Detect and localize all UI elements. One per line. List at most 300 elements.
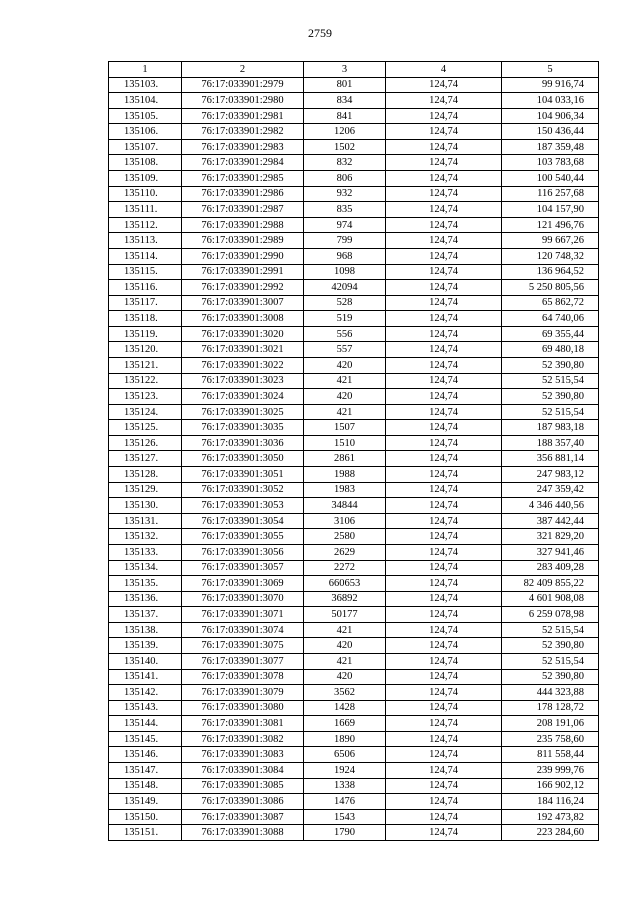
cadastral-number: 76:17:033901:3074 [182,622,304,638]
row-number: 135147. [109,763,182,779]
area-value: 968 [304,248,386,264]
cadastral-number: 76:17:033901:3054 [182,513,304,529]
area-value: 421 [304,373,386,389]
amount-value: 444 323,88 [502,685,599,701]
cadastral-number: 76:17:033901:3077 [182,653,304,669]
cadastral-number: 76:17:033901:2990 [182,248,304,264]
table-row [109,404,599,420]
rate-value: 124,74 [386,342,502,358]
rate-value: 124,74 [386,420,502,436]
column-header: 5 [502,62,599,78]
page-number: 2759 [308,26,332,40]
table-row [109,342,599,358]
row-number: 135137. [109,607,182,623]
cadastral-number: 76:17:033901:3021 [182,342,304,358]
table-row [109,451,599,467]
area-value: 1669 [304,716,386,732]
area-value: 1476 [304,794,386,810]
rate-value: 124,74 [386,373,502,389]
area-value: 1510 [304,435,386,451]
table-row [109,747,599,763]
area-value: 2629 [304,544,386,560]
cadastral-number: 76:17:033901:3052 [182,482,304,498]
table-row [109,638,599,654]
cadastral-number: 76:17:033901:2991 [182,264,304,280]
row-number: 135149. [109,794,182,810]
table-row [109,420,599,436]
amount-value: 82 409 855,22 [502,576,599,592]
amount-value: 321 829,20 [502,529,599,545]
amount-value: 52 390,80 [502,638,599,654]
area-value: 1507 [304,420,386,436]
rate-value: 124,74 [386,124,502,140]
cadastral-number: 76:17:033901:3020 [182,326,304,342]
amount-value: 188 357,40 [502,435,599,451]
amount-value: 52 390,80 [502,389,599,405]
table-row [109,778,599,794]
rate-value: 124,74 [386,622,502,638]
cadastral-number: 76:17:033901:2985 [182,171,304,187]
amount-value: 52 515,54 [502,404,599,420]
rate-value: 124,74 [386,326,502,342]
table-row [109,77,599,93]
area-value: 841 [304,108,386,124]
rate-value: 124,74 [386,357,502,373]
row-number: 135119. [109,326,182,342]
rate-value: 124,74 [386,591,502,607]
amount-value: 5 250 805,56 [502,280,599,296]
area-value: 34844 [304,498,386,514]
amount-value: 69 355,44 [502,326,599,342]
rate-value: 124,74 [386,544,502,560]
row-number: 135133. [109,544,182,560]
rate-value: 124,74 [386,295,502,311]
rate-value: 124,74 [386,498,502,514]
amount-value: 100 540,44 [502,171,599,187]
rate-value: 124,74 [386,389,502,405]
row-number: 135109. [109,171,182,187]
area-value: 1924 [304,763,386,779]
area-value: 1890 [304,731,386,747]
amount-value: 235 758,60 [502,731,599,747]
amount-value: 116 257,68 [502,186,599,202]
rate-value: 124,74 [386,560,502,576]
amount-value: 166 902,12 [502,778,599,794]
amount-value: 811 558,44 [502,747,599,763]
cadastral-number: 76:17:033901:2984 [182,155,304,171]
row-number: 135150. [109,809,182,825]
table-row [109,108,599,124]
table-row [109,93,599,109]
amount-value: 192 473,82 [502,809,599,825]
rate-value: 124,74 [386,716,502,732]
rate-value: 124,74 [386,404,502,420]
rate-value: 124,74 [386,778,502,794]
row-number: 135140. [109,653,182,669]
rate-value: 124,74 [386,747,502,763]
area-value: 421 [304,653,386,669]
table-row [109,576,599,592]
row-number: 135143. [109,700,182,716]
row-number: 135138. [109,622,182,638]
row-number: 135129. [109,482,182,498]
table-row [109,373,599,389]
amount-value: 64 740,06 [502,311,599,327]
cadastral-number: 76:17:033901:3008 [182,311,304,327]
rate-value: 124,74 [386,311,502,327]
table-row [109,544,599,560]
rate-value: 124,74 [386,139,502,155]
amount-value: 52 515,54 [502,653,599,669]
cadastral-number: 76:17:033901:2992 [182,280,304,296]
area-value: 974 [304,217,386,233]
table-row [109,139,599,155]
rate-value: 124,74 [386,685,502,701]
cadastral-number: 76:17:033901:3082 [182,731,304,747]
row-number: 135136. [109,591,182,607]
row-number: 135113. [109,233,182,249]
area-value: 3106 [304,513,386,529]
row-number: 135130. [109,498,182,514]
row-number: 135127. [109,451,182,467]
rate-value: 124,74 [386,108,502,124]
rate-value: 124,74 [386,171,502,187]
cadastral-number: 76:17:033901:3022 [182,357,304,373]
table-row [109,233,599,249]
row-number: 135121. [109,357,182,373]
row-number: 135139. [109,638,182,654]
rate-value: 124,74 [386,155,502,171]
row-number: 135142. [109,685,182,701]
table-row [109,716,599,732]
row-number: 135111. [109,202,182,218]
cadastral-number: 76:17:033901:3036 [182,435,304,451]
table-row [109,435,599,451]
row-number: 135112. [109,217,182,233]
amount-value: 387 442,44 [502,513,599,529]
table-row [109,731,599,747]
amount-value: 52 390,80 [502,357,599,373]
row-number: 135120. [109,342,182,358]
column-header: 1 [109,62,182,78]
area-value: 519 [304,311,386,327]
table-row [109,248,599,264]
table-row [109,155,599,171]
area-value: 1983 [304,482,386,498]
rate-value: 124,74 [386,607,502,623]
row-number: 135103. [109,77,182,93]
row-number: 135141. [109,669,182,685]
amount-value: 223 284,60 [502,825,599,841]
row-number: 135110. [109,186,182,202]
table-row [109,622,599,638]
amount-value: 104 157,90 [502,202,599,218]
cadastral-number: 76:17:033901:2979 [182,77,304,93]
amount-value: 283 409,28 [502,560,599,576]
cadastral-number: 76:17:033901:2987 [182,202,304,218]
cadastral-number: 76:17:033901:3069 [182,576,304,592]
area-value: 3562 [304,685,386,701]
table-row [109,124,599,140]
rate-value: 124,74 [386,763,502,779]
column-header: 3 [304,62,386,78]
amount-value: 99 916,74 [502,77,599,93]
row-number: 135117. [109,295,182,311]
rate-value: 124,74 [386,248,502,264]
rate-value: 124,74 [386,825,502,841]
area-value: 801 [304,77,386,93]
rate-value: 124,74 [386,513,502,529]
area-value: 832 [304,155,386,171]
area-value: 528 [304,295,386,311]
rate-value: 124,74 [386,482,502,498]
table-row [109,171,599,187]
cadastral-number: 76:17:033901:3024 [182,389,304,405]
cadastral-number: 76:17:033901:3035 [182,420,304,436]
table-row [109,513,599,529]
row-number: 135132. [109,529,182,545]
area-value: 1098 [304,264,386,280]
area-value: 932 [304,186,386,202]
cadastral-number: 76:17:033901:3075 [182,638,304,654]
cadastral-number: 76:17:033901:3051 [182,467,304,483]
rate-value: 124,74 [386,217,502,233]
cadastral-number: 76:17:033901:3078 [182,669,304,685]
row-number: 135148. [109,778,182,794]
table-row [109,280,599,296]
amount-value: 136 964,52 [502,264,599,280]
row-number: 135122. [109,373,182,389]
cadastral-number: 76:17:033901:3088 [182,825,304,841]
amount-value: 150 436,44 [502,124,599,140]
row-number: 135145. [109,731,182,747]
cadastral-number: 76:17:033901:2981 [182,108,304,124]
cadastral-number: 76:17:033901:3087 [182,809,304,825]
amount-value: 52 515,54 [502,373,599,389]
row-number: 135131. [109,513,182,529]
table-row [109,202,599,218]
area-value: 6506 [304,747,386,763]
rate-value: 124,74 [386,280,502,296]
table-row [109,482,599,498]
amount-value: 327 941,46 [502,544,599,560]
amount-value: 187 983,18 [502,420,599,436]
area-value: 835 [304,202,386,218]
table-header-row [109,62,599,78]
area-value: 1988 [304,467,386,483]
amount-value: 104 906,34 [502,108,599,124]
table-row [109,700,599,716]
row-number: 135107. [109,139,182,155]
cadastral-number: 76:17:033901:3053 [182,498,304,514]
row-number: 135118. [109,311,182,327]
cadastral-number: 76:17:033901:2982 [182,124,304,140]
cadastral-number: 76:17:033901:3050 [182,451,304,467]
row-number: 135106. [109,124,182,140]
cadastral-number: 76:17:033901:3083 [182,747,304,763]
amount-value: 52 515,54 [502,622,599,638]
cadastral-number: 76:17:033901:3057 [182,560,304,576]
table-row [109,217,599,233]
table-row [109,591,599,607]
amount-value: 178 128,72 [502,700,599,716]
area-value: 1206 [304,124,386,140]
table-row [109,264,599,280]
cadastral-number: 76:17:033901:3080 [182,700,304,716]
area-value: 557 [304,342,386,358]
rate-value: 124,74 [386,202,502,218]
amount-value: 208 191,06 [502,716,599,732]
cadastral-number: 76:17:033901:3086 [182,794,304,810]
amount-value: 103 783,68 [502,155,599,171]
cadastral-number: 76:17:033901:2983 [182,139,304,155]
row-number: 135151. [109,825,182,841]
amount-value: 52 390,80 [502,669,599,685]
cadastral-number: 76:17:033901:3007 [182,295,304,311]
amount-value: 104 033,16 [502,93,599,109]
area-value: 2272 [304,560,386,576]
area-value: 42094 [304,280,386,296]
area-value: 50177 [304,607,386,623]
row-number: 135115. [109,264,182,280]
area-value: 420 [304,357,386,373]
amount-value: 247 359,42 [502,482,599,498]
row-number: 135123. [109,389,182,405]
amount-value: 4 601 908,08 [502,591,599,607]
cadastral-number: 76:17:033901:3079 [182,685,304,701]
row-number: 135124. [109,404,182,420]
rate-value: 124,74 [386,233,502,249]
rate-value: 124,74 [386,576,502,592]
table-row [109,326,599,342]
amount-value: 356 881,14 [502,451,599,467]
row-number: 135114. [109,248,182,264]
area-value: 1543 [304,809,386,825]
row-number: 135126. [109,435,182,451]
table-row [109,669,599,685]
table-row [109,389,599,405]
row-number: 135108. [109,155,182,171]
cadastral-number: 76:17:033901:2980 [182,93,304,109]
table-row [109,186,599,202]
amount-value: 247 983,12 [502,467,599,483]
rate-value: 124,74 [386,467,502,483]
table-row [109,295,599,311]
table-body [109,62,599,841]
cadastral-number: 76:17:033901:3055 [182,529,304,545]
cadastral-number: 76:17:033901:3071 [182,607,304,623]
table-row [109,529,599,545]
rate-value: 124,74 [386,529,502,545]
row-number: 135125. [109,420,182,436]
rate-value: 124,74 [386,77,502,93]
area-value: 1790 [304,825,386,841]
area-value: 1428 [304,700,386,716]
table-row [109,607,599,623]
cadastral-number: 76:17:033901:3023 [182,373,304,389]
cadastral-number: 76:17:033901:3084 [182,763,304,779]
rate-value: 124,74 [386,451,502,467]
row-number: 135104. [109,93,182,109]
table-row [109,653,599,669]
table-row [109,825,599,841]
area-value: 420 [304,389,386,405]
area-value: 36892 [304,591,386,607]
amount-value: 65 862,72 [502,295,599,311]
area-value: 834 [304,93,386,109]
row-number: 135135. [109,576,182,592]
area-value: 2861 [304,451,386,467]
rate-value: 124,74 [386,700,502,716]
amount-value: 120 748,32 [502,248,599,264]
area-value: 806 [304,171,386,187]
row-number: 135144. [109,716,182,732]
column-header: 4 [386,62,502,78]
column-header: 2 [182,62,304,78]
area-value: 1502 [304,139,386,155]
amount-value: 239 999,76 [502,763,599,779]
row-number: 135116. [109,280,182,296]
row-number: 135146. [109,747,182,763]
rate-value: 124,74 [386,794,502,810]
area-value: 799 [304,233,386,249]
amount-value: 184 116,24 [502,794,599,810]
data-table [108,61,599,841]
table-row [109,794,599,810]
rate-value: 124,74 [386,93,502,109]
cadastral-number: 76:17:033901:3070 [182,591,304,607]
table-row [109,357,599,373]
area-value: 2580 [304,529,386,545]
rate-value: 124,74 [386,264,502,280]
table-row [109,498,599,514]
table-row [109,685,599,701]
row-number: 135105. [109,108,182,124]
table-row [109,809,599,825]
cadastral-number: 76:17:033901:3025 [182,404,304,420]
table-row [109,467,599,483]
amount-value: 4 346 440,56 [502,498,599,514]
amount-value: 69 480,18 [502,342,599,358]
amount-value: 6 259 078,98 [502,607,599,623]
row-number: 135128. [109,467,182,483]
amount-value: 99 667,26 [502,233,599,249]
amount-value: 187 359,48 [502,139,599,155]
rate-value: 124,74 [386,669,502,685]
cadastral-number: 76:17:033901:3085 [182,778,304,794]
rate-value: 124,74 [386,653,502,669]
area-value: 420 [304,638,386,654]
amount-value: 121 496,76 [502,217,599,233]
table-row [109,763,599,779]
area-value: 556 [304,326,386,342]
area-value: 420 [304,669,386,685]
cadastral-number: 76:17:033901:2986 [182,186,304,202]
cadastral-number: 76:17:033901:2988 [182,217,304,233]
area-value: 421 [304,404,386,420]
rate-value: 124,74 [386,638,502,654]
rate-value: 124,74 [386,186,502,202]
cadastral-number: 76:17:033901:2989 [182,233,304,249]
table-row [109,560,599,576]
cadastral-number: 76:17:033901:3056 [182,544,304,560]
area-value: 421 [304,622,386,638]
rate-value: 124,74 [386,731,502,747]
row-number: 135134. [109,560,182,576]
area-value: 660653 [304,576,386,592]
rate-value: 124,74 [386,809,502,825]
table-row [109,311,599,327]
